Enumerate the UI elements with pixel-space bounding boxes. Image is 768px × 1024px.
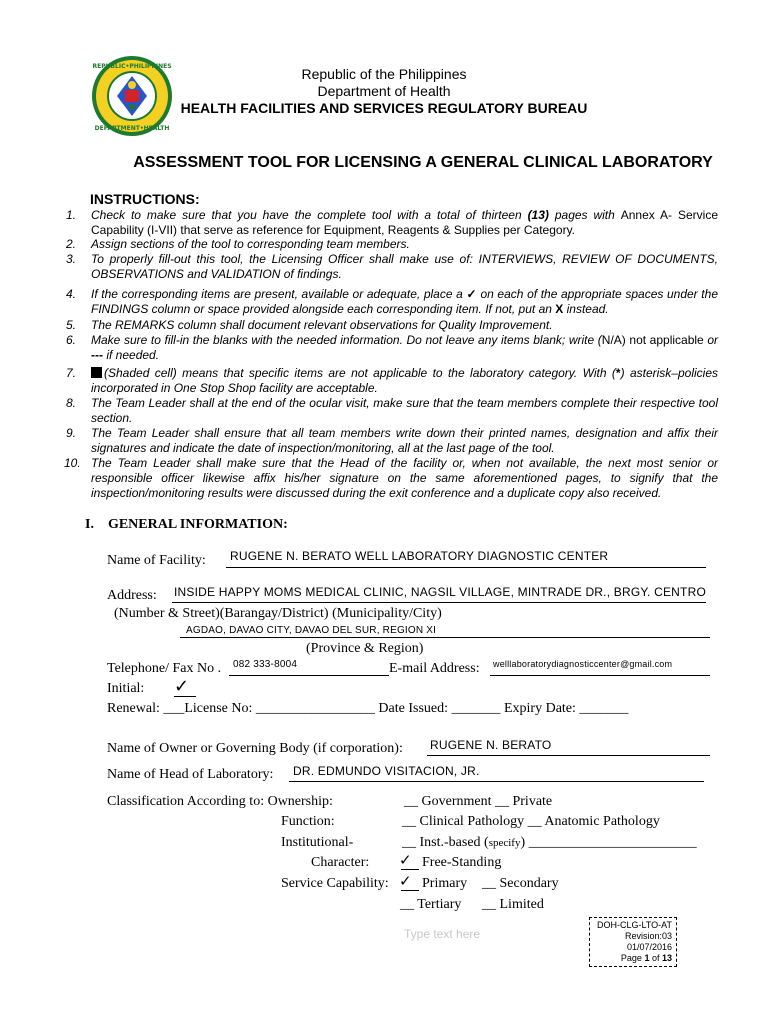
institutional-label: Institutional- — [281, 835, 354, 850]
doc-revision: Revision:03 — [624, 931, 672, 941]
primary-option: Primary — [422, 876, 468, 891]
email-label: E-mail Address: — [389, 661, 480, 676]
address-hint: (Number & Street)(Barangay/District) (Municipality/City) — [114, 606, 442, 621]
address-line — [172, 602, 706, 603]
instruction-number: 9. — [66, 426, 77, 440]
phone-field[interactable]: 082 333-8004 — [233, 659, 298, 670]
primary-checkmark-icon[interactable]: ✓ — [399, 872, 412, 890]
instruction-number: 8. — [66, 396, 77, 410]
document-title: ASSESSMENT TOOL FOR LICENSING A GENERAL CLINICAL LABORATORY — [133, 154, 713, 171]
province-field[interactable]: AGDAO, DAVAO CITY, DAVAO DEL SUR, REGION XI — [186, 625, 437, 636]
secondary-option[interactable]: __ Secondary — [482, 876, 559, 891]
instruction-number: 6. — [66, 333, 77, 347]
address-field[interactable]: INSIDE HAPPY MOMS MEDICAL CLINIC, NAGSIL VILLAGE, MINTRADE DR., BRGY. CENTRO — [174, 585, 706, 599]
province-hint: (Province & Region) — [306, 641, 424, 656]
freestanding-line — [401, 869, 419, 870]
classification-label: Classification According to: Ownership: — [107, 794, 333, 809]
freestanding-option: Free-Standing — [422, 855, 502, 870]
instruction-number: 4. — [66, 287, 77, 301]
institutional-option[interactable]: __ Inst.-based (specify) ________________________ — [402, 835, 697, 850]
header-republic: Republic of the Philippines — [301, 66, 467, 82]
character-label: Character: — [311, 855, 370, 870]
ownership-options[interactable]: __ Government __ Private — [404, 794, 553, 809]
section-heading: I. GENERAL INFORMATION: — [85, 517, 288, 532]
tertiary-option[interactable]: __ Tertiary — [400, 897, 462, 912]
phone-line — [229, 675, 389, 676]
owner-field[interactable]: RUGENE N. BERATO — [430, 738, 552, 752]
document-code-stamp — [589, 917, 677, 967]
instruction-item: Make sure to fill-in the blanks with the needed information. Do not leave any items blank; write (N/A) not applicable or --- if needed. — [91, 333, 719, 362]
instruction-item: To properly fill-out this tool, the Licensing Officer shall make use of: INTERVIEWS, REVIEW OF DOCUMENTS, OBSERVATIONS and VALIDATION of findings. — [91, 252, 718, 281]
function-label: Function: — [281, 814, 335, 829]
renewal-row: Renewal: ___License No: _________________ Date Issued: _______ Expiry Date: _______ — [107, 701, 629, 716]
instruction-item: The REMARKS column shall document relevant observations for Quality Improvement. — [91, 318, 553, 332]
phone-label: Telephone/ Fax No . — [107, 661, 222, 676]
instruction-item: The Team Leader shall at the end of the ocular visit, make sure that the team members complete their respective tool section. — [91, 396, 718, 425]
instruction-number: 7. — [66, 366, 77, 380]
checkmark-icon: ✓ — [466, 287, 477, 301]
province-line — [180, 637, 710, 638]
function-options[interactable]: __ Clinical Pathology __ Anatomic Pathology — [402, 814, 660, 829]
placeholder-text[interactable]: Type text here — [404, 927, 481, 941]
instruction-item: (Shaded cell) means that specific items are not applicable to the laboratory category. With (*) asterisk–policies incorporated in One Stop Shop facility are acceptable. — [91, 366, 718, 395]
instruction-item: Check to make sure that you have the complete tool with a total of thirteen (13) pages with Annex A- Service Capability (I-VII) that serve as reference for Equipment, Reagents & Supplies per Category. — [91, 208, 718, 237]
instruction-item: If the corresponding items are present, available or adequate, place a ✓ on each of the appropriate spaces under the FINDINGS column or space provided alongside each corresponding item. If not, put an X instead. — [91, 287, 718, 316]
service-capability-label: Service Capability: — [281, 876, 389, 891]
owner-line — [427, 755, 710, 756]
instruction-item: Assign sections of the tool to corresponding team members. — [91, 237, 410, 251]
header-department: Department of Health — [317, 83, 451, 99]
instruction-number: 1. — [66, 208, 77, 222]
primary-line — [401, 890, 419, 891]
limited-option[interactable]: __ Limited — [482, 897, 544, 912]
owner-label: Name of Owner or Governing Body (if corporation): — [107, 741, 403, 756]
page-number: Page 1 of 13 — [620, 953, 672, 963]
facility-label: Name of Facility: — [107, 553, 206, 568]
instruction-number: 3. — [66, 252, 77, 266]
instruction-number: 5. — [66, 318, 77, 332]
svg-text:DEPARTMENT•HEALTH: DEPARTMENT•HEALTH — [94, 125, 170, 132]
header-bureau: HEALTH FACILITIES AND SERVICES REGULATORY BUREAU — [180, 100, 588, 116]
facility-name-field[interactable]: RUGENE N. BERATO WELL LABORATORY DIAGNOSTIC CENTER — [230, 549, 609, 563]
initial-label: Initial: — [107, 681, 145, 696]
head-label: Name of Head of Laboratory: — [107, 767, 274, 782]
head-field[interactable]: DR. EDMUNDO VISITACION, JR. — [293, 764, 480, 778]
instruction-number: 2. — [66, 237, 77, 251]
instruction-number: 10. — [64, 456, 81, 470]
head-line — [289, 781, 704, 782]
initial-checkmark-icon[interactable]: ✓ — [174, 676, 190, 697]
svg-text:REPUBLIC•PHILIPPINES: REPUBLIC•PHILIPPINES — [92, 63, 172, 70]
email-field[interactable]: welllaboratorydiagnosticcenter@gmail.com — [493, 659, 673, 669]
shaded-cell-icon — [91, 367, 102, 378]
facility-line — [226, 567, 706, 568]
freestanding-checkmark-icon[interactable]: ✓ — [399, 851, 412, 869]
doc-code: DOH-CLG-LTO-AT — [596, 920, 672, 930]
instruction-item: The Team Leader shall make sure that the Head of the facility or, when not available, the next most senior or responsible officer likewise affix his/her signature on the same aforementioned pages, to signify that the inspection/monitoring results were discussed during the exit conference and a duplicate copy also received. — [91, 456, 718, 500]
email-line — [490, 675, 710, 676]
instructions-heading: INSTRUCTIONS: — [90, 191, 200, 207]
address-label: Address: — [107, 588, 157, 603]
doc-date: 01/07/2016 — [626, 942, 672, 952]
instruction-item: The Team Leader shall ensure that all team members write down their printed names, designation and affix their signatures and indicate the date of inspection/monitoring, all at the last page of the tool. — [91, 426, 718, 455]
